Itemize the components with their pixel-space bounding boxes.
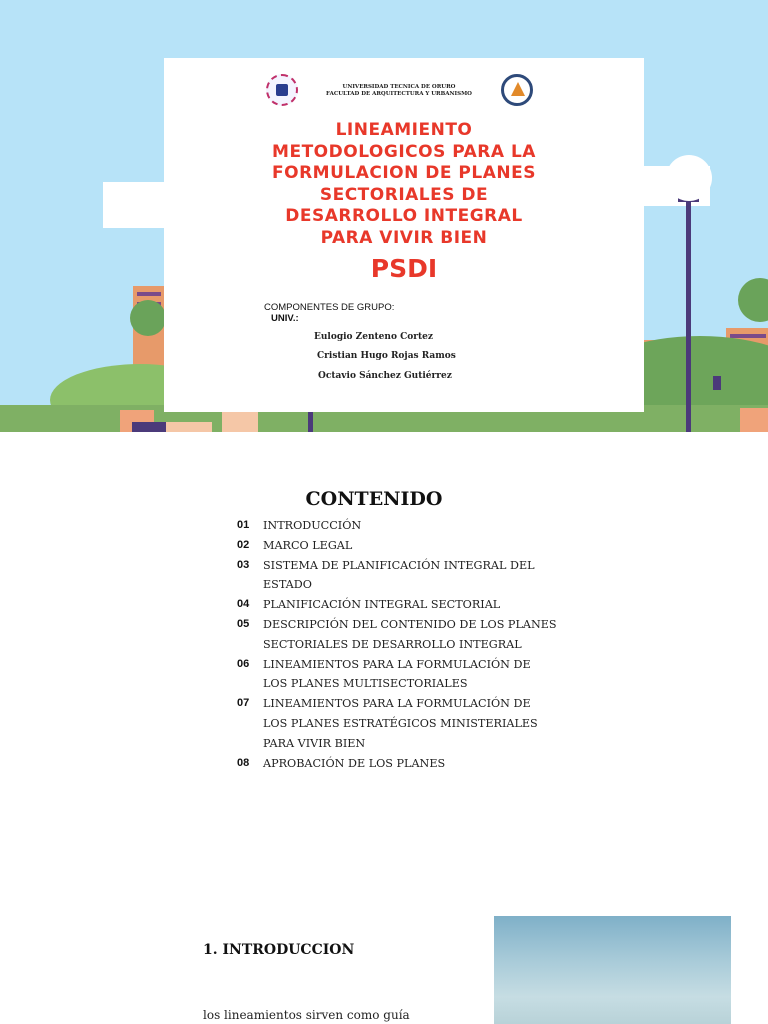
title-line: FORMULACION DE PLANES — [272, 163, 536, 183]
toc-item — [237, 556, 557, 596]
title-line: METODOLOGICOS PARA LA — [272, 141, 536, 162]
toc-number: 04 — [237, 598, 250, 611]
title-line: PARA VIVIR BIEN — [320, 227, 488, 248]
univ-label: UNIV.: — [271, 313, 299, 324]
toc-label: PLANIFICACIÓN INTEGRAL SECTORIAL — [263, 598, 501, 612]
toc-number: 06 — [237, 657, 250, 670]
toc-item — [237, 516, 557, 536]
institution-header — [304, 84, 494, 98]
toc-item — [237, 655, 557, 695]
faculty-seal-logo — [501, 74, 533, 106]
title-line: LINEAMIENTO — [335, 120, 473, 140]
toc-number: 02 — [237, 538, 250, 551]
toc-number: 08 — [237, 756, 250, 769]
toc-number: 05 — [237, 617, 250, 630]
toc-number: 03 — [237, 558, 250, 571]
toc-label: LINEAMIENTOS PARA LA FORMULACIÓN DE LOS PLANES MULTISECTORIALES — [263, 657, 531, 691]
introduction-text: los lineamientos sirven como guía — [203, 1008, 410, 1022]
toc-label: SISTEMA DE PLANIFICACIÓN INTEGRAL DEL ESTADO — [263, 558, 535, 592]
introduction-heading: 1. INTRODUCCION — [203, 942, 355, 958]
toc-number: 01 — [237, 519, 250, 531]
title-line: SECTORIALES DE — [319, 184, 489, 205]
cover-illustration — [0, 0, 768, 432]
toc-label: DESCRIPCIÓN DEL CONTENIDO DE LOS PLANES SECTORIALES DE DESARROLLO INTEGRAL — [263, 617, 557, 651]
university-name: UNIVERSIDAD TECNICA DE ORURO — [342, 84, 456, 90]
toc-item — [237, 536, 557, 556]
cover-card — [164, 58, 644, 412]
document-title — [234, 120, 574, 249]
toc-item — [237, 754, 557, 774]
toc-item — [237, 595, 557, 615]
toc-label: MARCO LEGAL — [263, 538, 353, 552]
members-label: COMPONENTES DE GRUPO: — [264, 302, 395, 313]
member-name: Cristian Hugo Rojas Ramos — [317, 351, 456, 361]
toc-label: LINEAMIENTOS PARA LA FORMULACIÓN DE LOS PLANES ESTRATÉGICOS MINISTERIALES PARA VIVIR BIEN — [263, 697, 538, 750]
contents-heading: CONTENIDO — [305, 488, 443, 510]
faculty-name: FACULTAD DE ARQUITECTURA Y URBANISMO — [326, 91, 472, 97]
toc-item — [237, 694, 557, 753]
toc-number: 07 — [237, 697, 250, 710]
member-name: Eulogio Zenteno Cortez — [314, 332, 433, 342]
university-seal-logo — [266, 74, 298, 106]
member-name: Octavio Sánchez Gutiérrez — [318, 371, 452, 381]
acronym-title: PSDI — [370, 254, 438, 283]
toc-item — [237, 615, 557, 655]
sky-photo-image — [494, 916, 731, 1024]
table-of-contents — [237, 516, 557, 773]
title-line: DESARROLLO INTEGRAL — [285, 206, 523, 226]
toc-label: APROBACIÓN DE LOS PLANES — [263, 756, 446, 770]
toc-label: INTRODUCCIÓN — [263, 519, 362, 532]
